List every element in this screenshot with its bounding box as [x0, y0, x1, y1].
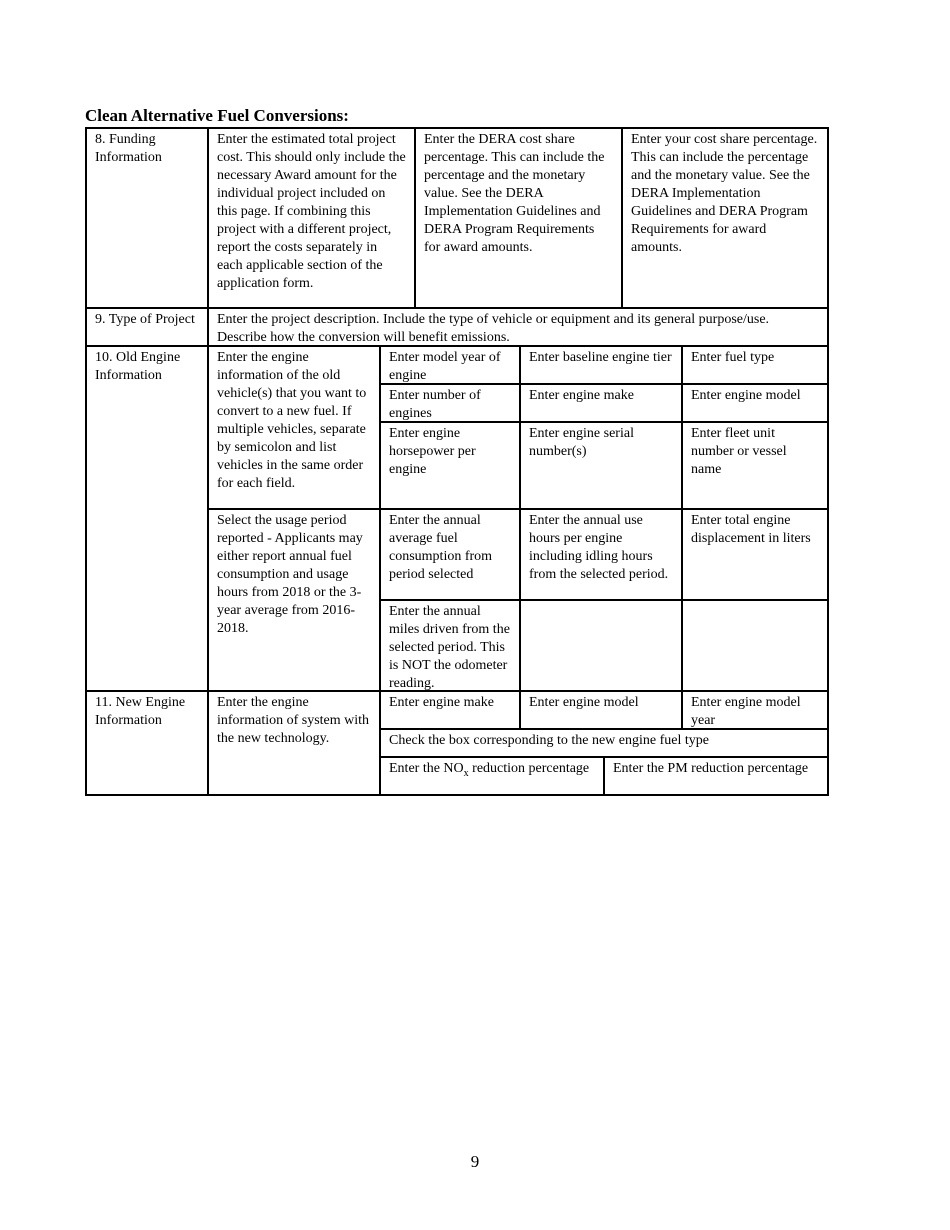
pm-reduction-field[interactable]: Enter the PM reduction percentage: [605, 758, 827, 794]
dera-cost-share-field[interactable]: Enter the DERA cost share percentage. This can include the percentage and the monetary value. See the DERA Implementation Guidelines and DERA Program Requirements for award amounts.: [416, 129, 621, 307]
baseline-tier-field[interactable]: Enter baseline engine tier: [521, 347, 681, 383]
horsepower-field[interactable]: Enter engine horsepower per engine: [381, 423, 519, 508]
number-of-engines-field[interactable]: Enter number of engines: [381, 385, 519, 421]
new-engine-label: 11. New Engine Information: [87, 692, 207, 794]
old-engine-model-field[interactable]: Enter engine model: [683, 385, 827, 421]
old-engine-label: 10. Old Engine Information: [87, 347, 207, 690]
new-engine-make-field[interactable]: Enter engine make: [381, 692, 519, 728]
new-fuel-type-checkbox-row[interactable]: Check the box corresponding to the new engine fuel type: [381, 730, 827, 756]
new-engine-model-field[interactable]: Enter engine model: [521, 692, 681, 728]
annual-hours-field[interactable]: Enter the annual use hours per engine including idling hours from the selected period.: [521, 510, 681, 599]
new-engine-info: Enter the engine information of system with the new technology.: [209, 692, 379, 794]
section-heading: Clean Alternative Fuel Conversions:: [85, 106, 349, 125]
displacement-field[interactable]: Enter total engine displacement in liters: [683, 510, 827, 599]
page-number: 9: [470, 1152, 480, 1171]
your-cost-share-field[interactable]: Enter your cost share percentage. This can include the percentage and the monetary value. See the DERA Implementation Guidelines and DERA Program Requirements for award amounts.: [623, 129, 827, 307]
new-engine-model-year-field[interactable]: Enter engine model year: [683, 692, 827, 728]
serial-numbers-field[interactable]: Enter engine serial number(s): [521, 423, 681, 508]
fuel-type-field[interactable]: Enter fuel type: [683, 347, 827, 383]
project-description-field[interactable]: Enter the project description. Include the type of vehicle or equipment and its general purpose/use. Describe how the conversion will benefit emissions.: [209, 309, 827, 345]
annual-miles-field[interactable]: Enter the annual miles driven from the selected period. This is NOT the odometer reading.: [381, 601, 519, 690]
project-type-label: 9. Type of Project: [87, 309, 207, 345]
funding-label: 8. Funding Information: [87, 129, 207, 307]
conversion-form-table: [85, 127, 829, 796]
empty-cell: [683, 601, 827, 690]
empty-cell: [521, 601, 681, 690]
usage-period-select[interactable]: Select the usage period reported - Applicants may either report annual fuel consumption and usage hours from 2018 or the 3-year average from 2016-2018.: [209, 510, 379, 690]
total-cost-field[interactable]: Enter the estimated total project cost. This should only include the necessary Award amount for the individual project included on this page. If combining this project with a different project, report the costs separately in each applicable section of the application form.: [209, 129, 414, 307]
nox-reduction-field[interactable]: [381, 758, 603, 794]
model-year-field[interactable]: Enter model year of engine: [381, 347, 519, 383]
old-engine-info: Enter the engine information of the old vehicle(s) that you want to convert to a new fuel. If multiple vehicles, separate by semicolon and list vehicles in the same order for each field.: [209, 347, 379, 508]
fleet-unit-field[interactable]: Enter fleet unit number or vessel name: [683, 423, 827, 508]
nox-reduction-text: Enter the $NO_x$ reduction percentage: [389, 761, 590, 779]
old-engine-make-field[interactable]: Enter engine make: [521, 385, 681, 421]
annual-fuel-field[interactable]: Enter the annual average fuel consumption from period selected: [381, 510, 519, 599]
